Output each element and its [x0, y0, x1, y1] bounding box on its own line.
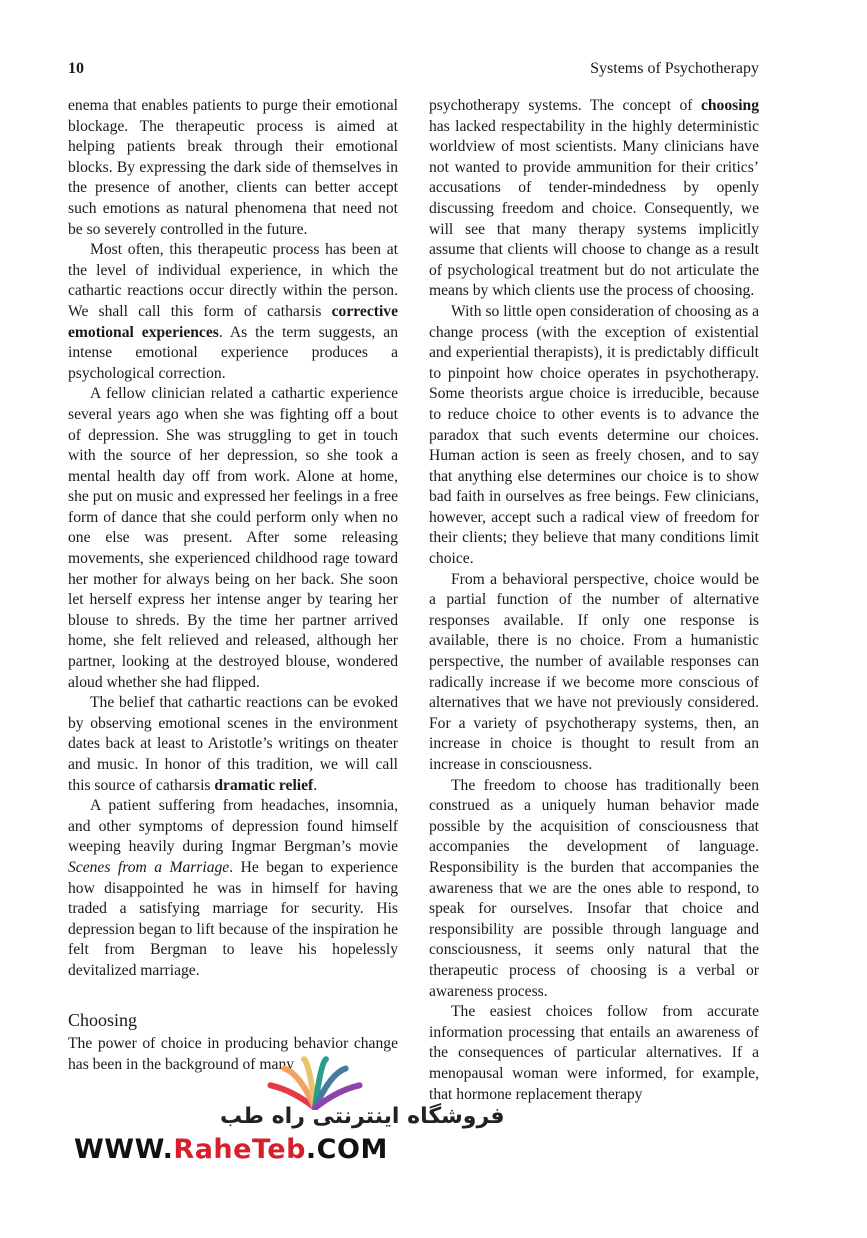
paragraph: A fellow clinician related a cathartic experience several years ago when she was fighting off a bout of depression. She was struggling to get in touch with the source of her depression, so she took a mental health day off from work. Alone at home, she put on music and expressed her feelings in a free form of dance that she could perform only when no one else was present. After some releasing movements, she experienced childhood rage toward her mother for always being on her back. She soon let herself express her intense anger by tearing her blouse to shreds. By the time her partner arrived home, she felt relieved and released, although her partner, looking at the destroyed blouse, wondered aloud whether she had flipped. [68, 385, 398, 691]
paragraph: The easiest choices follow from accurate information processing that entails an awareness of the consequences of particular alternatives. If a menopausal woman were informed, for example, that hormone replacement therapy [429, 1003, 759, 1103]
right-column [429, 96, 759, 1105]
section-heading: Choosing [68, 1009, 138, 1030]
book-logo-icon [255, 1050, 375, 1110]
paragraph: From a behavioral perspective, choice would be a partial function of the number of alternative responses available. If only one response is available, there is no choice. From a humanistic perspective, the number of available responses can radically increase if we become more conscious of alternatives that we have not previously considered. For a variety of psychotherapy systems, then, an increase in choice is thought to result from an increase in consciousness. [429, 570, 759, 773]
paragraph: psychotherapy systems. The concept of choosing has lacked respectability in the highly deterministic worldview of most scientists. Many clinicians have not wanted to provide ammunition for their critics’ accusations of tender-mindedness by openly discussing freedom and choice. Consequently, we will see that many therapy systems implicitly assume that clients will choose to change as a result of psychological treatment but do not articulate the means by which clients use the process of choosing. [429, 97, 759, 300]
paragraph: The power of choice in producing behavior change has been in the background of many [68, 1035, 398, 1073]
paragraph: A patient suffering from headaches, insomnia, and other symptoms of depression found himself weeping heavily during Ingmar Bergman’s movie Scenes from a Marriage. He began to experience how disappointed he was in himself for having traded a satisfying marriage for security. His depression began to lift because of the inspiration he felt from Bergman to leave his hopelessly devitalized marriage. [68, 797, 398, 979]
paragraph: The belief that cathartic reactions can be evoked by observing emotional scenes in the environment dates back at least to Aristotle’s writings on theater and music. In honor of this tradition, we will call this source of catharsis dramatic relief. [68, 694, 398, 794]
page-number: 10 [68, 60, 84, 77]
watermark [60, 1050, 505, 1170]
paragraph: Most often, this therapeutic process has been at the level of individual experience, in which the cathartic reactions occur directly within the person. We shall call this form of catharsis corrective emotional experiences. As the term suggests, an intense emotional experience produces a psychological correction. [68, 241, 398, 382]
key-term: choosing [700, 97, 759, 114]
running-head: Systems of Psychotherapy [590, 60, 759, 77]
page-header [68, 60, 759, 84]
paragraph: With so little open consideration of choosing as a change process (with the exception of existential and experiential therapists), it is predictably difficult to pinpoint how choice operates in psychotherapy. Some theorists argue choice is irreducible, because to reduce choice to other events is to advance the paradox that such events determine our choices. Human action is seen as freely chosen, and to say that anything else determines our choice is to show bad faith in ourselves as free beings. Few clinicians, however, accept such a radical view of freedom for their clients; they believe that many conditions limit choice. [429, 302, 759, 568]
paragraph: enema that enables patients to purge their emotional blockage. The therapeutic process is aimed at helping patients break through their emotional blocks. By expressing the dark side of themselves in the presence of another, clients can better accept such emotions as natural phenomena that need not be so severely controlled in the future. [68, 97, 398, 238]
key-term: dramatic relief [214, 776, 314, 794]
paragraph: The freedom to choose has traditionally been construed as a uniquely human behavior made possible by the acquisition of consciousness that accompanies the development of language. Responsibility is the burden that accompanies the awareness that we are the ones able to respond, to speak for ourselves. Insofar that choice and responsibility are possible through language and consciousness, it seems only natural that the therapeutic process of choosing is a verbal or awareness process. [429, 776, 759, 1000]
key-term: corrective emotional experiences [68, 302, 398, 341]
movie-title: Scenes from a Marriage [68, 858, 230, 876]
left-column [68, 96, 398, 1075]
watermark-persian-text: فروشگاه اینترنتی راه طب [220, 1104, 505, 1129]
watermark-url: WWW.RaheTeb.COM [74, 1134, 388, 1165]
